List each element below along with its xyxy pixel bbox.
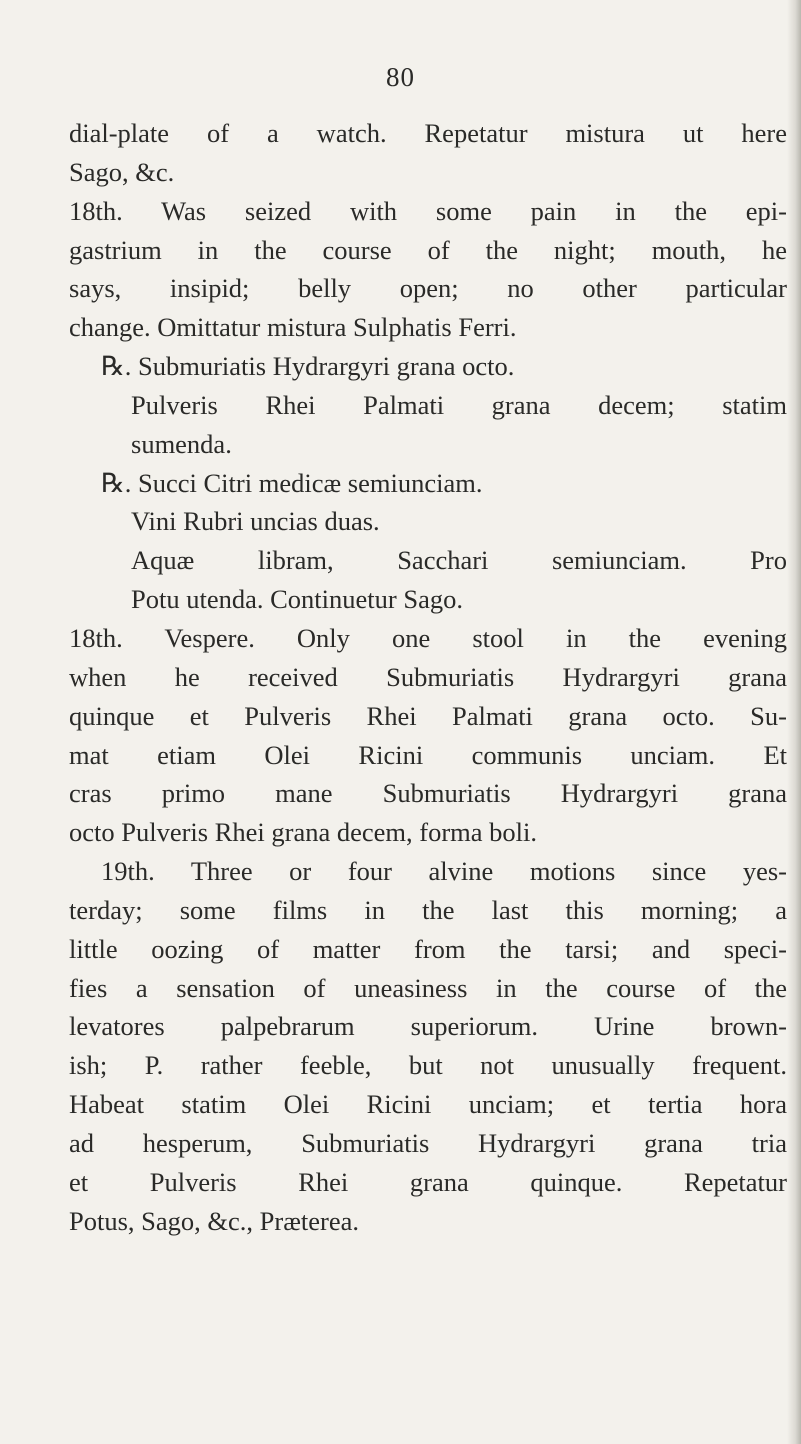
text-line: little oozing of matter from the tarsi; and speci- [69, 933, 787, 964]
text-line: et Pulveris Rhei grana quinque. Repetatur [69, 1166, 787, 1197]
text-line: 18th. Vespere. Only one stool in the evening [69, 622, 787, 653]
text-line: sumenda. [131, 428, 232, 459]
text-line: octo Pulveris Rhei grana decem, forma boli. [69, 817, 538, 848]
text-line: 18th. Was seized with some pain in the epi- [69, 195, 787, 226]
text-line: Pulveris Rhei Palmati grana decem; statim [131, 389, 787, 420]
text-line: Aquæ libram, Sacchari semiunciam. Pro [131, 545, 787, 576]
text-line: Sago, &c. [69, 156, 175, 187]
text-line: ish; P. rather feeble, but not unusually frequent. [69, 1050, 787, 1081]
text-line: when he received Submuriatis Hydrargyri grana [69, 661, 787, 692]
text-line: terday; some films in the last this morning; a [69, 894, 787, 925]
text-line: Potus, Sago, &c., Præterea. [69, 1205, 359, 1236]
text-line: dial-plate of a watch. Repetatur mistura ut here [69, 118, 787, 148]
text-line: fies a sensation of uneasiness in the course of the [69, 972, 787, 1003]
text-line: says, insipid; belly open; no other particular [69, 273, 787, 304]
text-line: levatores palpebrarum superiorum. Urine brown- [69, 1011, 787, 1042]
text-line: ℞. Succi Citri medicæ semiunciam. [101, 467, 483, 498]
page-number: 80 [386, 62, 415, 92]
text-line: Vini Rubri uncias duas. [131, 506, 380, 537]
text-line: cras primo mane Submuriatis Hydrargyri grana [69, 778, 787, 809]
text-line: Potu utenda. Continuetur Sago. [131, 584, 463, 615]
text-line: ad hesperum, Submuriatis Hydrargyri grana tria [69, 1127, 787, 1158]
text-line: gastrium in the course of the night; mouth, he [69, 234, 787, 265]
text-line: quinque et Pulveris Rhei Palmati grana octo. Su- [69, 700, 787, 731]
text-line: 19th. Three or four alvine motions since yes- [101, 856, 787, 887]
body-text [69, 114, 787, 1240]
text-line: change. Omittatur mistura Sulphatis Ferri. [69, 312, 517, 343]
text-line: ℞. Submuriatis Hydrargyri grana octo. [101, 351, 515, 382]
text-line: mat etiam Olei Ricini communis unciam. Et [69, 739, 787, 770]
text-line: Habeat statim Olei Ricini unciam; et tertia hora [69, 1089, 787, 1120]
page-edge-shadow [787, 0, 801, 1444]
